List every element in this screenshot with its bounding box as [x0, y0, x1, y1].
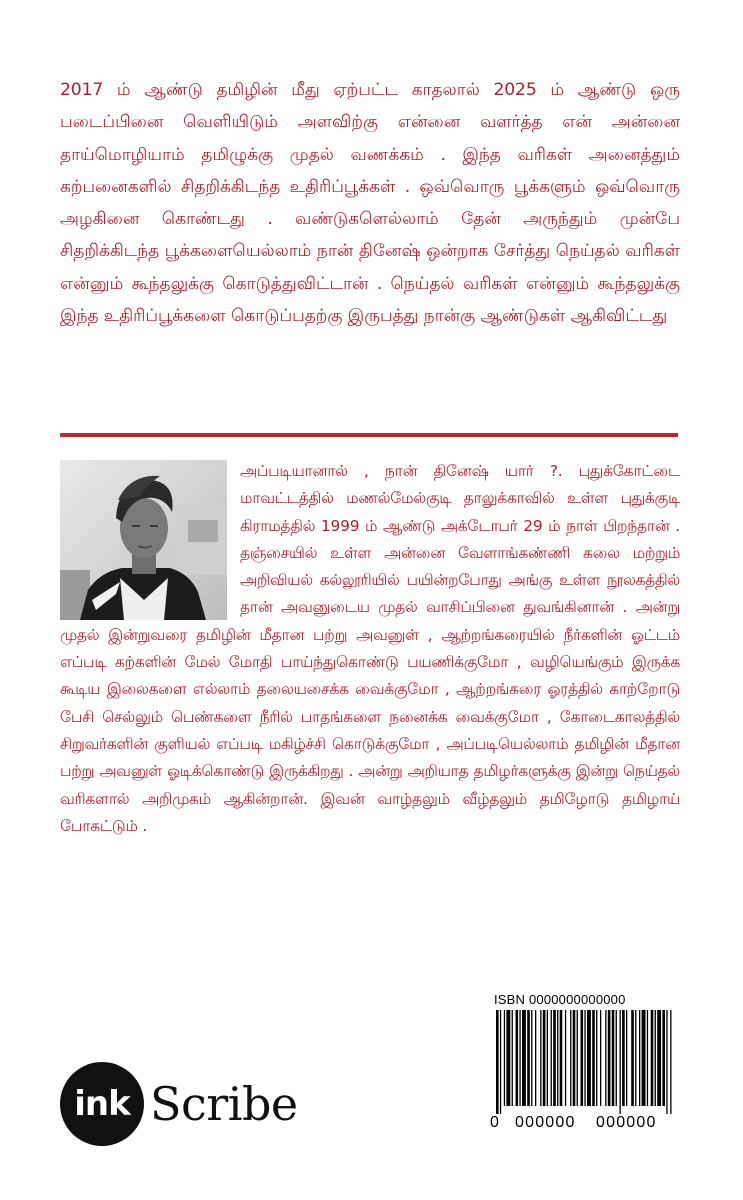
barcode-bar	[504, 1010, 505, 1106]
barcode-bar	[557, 1010, 558, 1106]
barcode-bar	[516, 1010, 519, 1106]
barcode-bar	[551, 1010, 552, 1106]
barcode-bar	[512, 1010, 513, 1106]
intro-paragraph: 2017 ம் ஆண்டு தமிழின் மீது ஏற்பட்ட காதலால் 2025 ம் ஆண்டு ஒரு படைப்பினை வெளியிடும் அளவிற்கு என்னை வளர்த்த என் அன்னை தாய்மொழியாம் தமிழுக்கு முதல் வணக்கம் . இந்த வரிகள் அனைத்தும் கற்பனைகளில் சிதறிக்கிடந்த உதிரிப்பூக்கள் . ஒவ்வொரு பூக்களும் ஒவ்வொரு அழகினை கொண்டது . வண்டுகளெல்லாம் தேன் அருந்தும் முன்பே சிதறிக்கிடந்த பூக்களையெல்லாம் நான் தினேஷ் ஒன்றாக சேர்த்து நெய்தல் வரிகள் என்னும் கூந்தலுக்கு கொடுத்துவிட்டான் . நெய்தல் வரிகள் என்னும் கூந்தலுக்கு இந்த உதிரிப்பூக்களை கொடுப்பதற்கு இருபத்து நான்கு ஆண்டுகள் ஆகிவிட்டது	[60, 80, 680, 327]
barcode-bar	[584, 1010, 585, 1106]
logo-text: Scribe	[150, 1077, 298, 1131]
barcode-bar	[535, 1010, 536, 1106]
barcode-bar	[506, 1010, 510, 1106]
barcode-bar	[519, 1010, 520, 1106]
barcode-bar	[531, 1010, 532, 1106]
barcode-bar	[500, 1010, 501, 1114]
barcode-bar	[560, 1010, 563, 1106]
barcode-bar	[655, 1010, 656, 1106]
barcode-bar	[662, 1010, 665, 1106]
barcode-bar	[657, 1010, 661, 1106]
barcode-bar	[647, 1010, 648, 1106]
barcode-digits-left: 000000	[515, 1114, 576, 1131]
author-bio-text: அப்படியானால் , நான் தினேஷ் யார் ?. புதுக்கோட்டை மாவட்டத்தில் மணல்மேல்குடி தாலுக்காவில் உள்ள புதுக்குடி கிராமத்தில் 1999 ம் ஆண்டு அக்டோபர் 29 ம் நாள் பிறந்தான் . தஞ்சையில் உள்ள அன்னை வேளாங்கண்ணி கலை மற்றும் அறிவியல் கல்லூரியில் பயின்றபோது அங்கு உள்ள நூலகத்தில் தான் அவனுடைய முதல் வாசிப்பினை துவங்கினான் . அன்று முதல் இன்றுவரை தமிழின் மீதான பற்று அவனுள் , ஆற்றங்கரையில் நீர்களின் ஓட்டம் எப்படி கற்களின் மேல் மோதி பாய்ந்துகொண்டு பயணிக்குமோ , வழியெங்கும் இருக்க கூடிய இலைகளை எல்லாம் தலையசைக்க வைக்குமோ , ஆற்றங்கரை ஓரத்தில் காற்றோடு பேசி செல்லும் பெண்களை நீரில் பாதங்களை நனைக்க வைக்குமோ , கோடைகாலத்தில் சிறுவர்களின் குளியல் எப்படி மகிழ்ச்சி கொடுக்குமோ , அப்படியெல்லாம் தமிழின் மீதான பற்று அவனுள் ஓடிக்கொண்டு இருக்கிறது . அன்று அறியாத தமிழர்களுக்கு இன்று நெய்தல் வரிகளால் அறிமுகம் ஆகின்றான். இவன் வாழ்தலும் வீழ்தலும் தமிழோடு தமிழாய் போகட்டும் .	[60, 462, 680, 835]
barcode-bar	[608, 1010, 611, 1106]
barcode-bar	[642, 1010, 646, 1106]
barcode-digit-first: 0	[490, 1114, 499, 1131]
divider-rule	[60, 433, 678, 437]
barcode-bar	[570, 1010, 571, 1106]
barcode	[488, 990, 680, 1140]
barcode-bar	[573, 1010, 576, 1106]
barcode-bar	[496, 1010, 499, 1114]
barcode-bar	[527, 1010, 530, 1106]
barcode-bar	[596, 1010, 597, 1106]
barcode-bar	[666, 1010, 667, 1114]
barcode-bar	[620, 1010, 621, 1114]
barcode-bar	[631, 1010, 634, 1106]
barcode-bar	[651, 1010, 654, 1106]
barcode-bar	[616, 1010, 617, 1106]
publisher-logo	[60, 1062, 298, 1146]
barcode-bar	[577, 1010, 578, 1106]
barcode-bar	[622, 1010, 625, 1106]
barcode-bar	[581, 1010, 584, 1106]
barcode-bar	[605, 1010, 606, 1106]
barcode-bar	[635, 1010, 636, 1106]
barcode-bar	[522, 1010, 526, 1106]
barcode-bar	[626, 1010, 627, 1106]
barcode-bar	[592, 1010, 595, 1106]
barcode-bar	[600, 1010, 601, 1106]
barcode-bar	[639, 1010, 640, 1106]
barcode-digits-right: 000000	[596, 1114, 657, 1131]
barcode-bar	[670, 1010, 671, 1114]
logo-mark: ink	[60, 1062, 144, 1146]
barcode-bar	[565, 1010, 566, 1106]
barcode-bar	[553, 1010, 556, 1106]
barcode-bar	[547, 1010, 548, 1106]
barcode-bar	[612, 1010, 615, 1106]
author-bio	[60, 458, 680, 840]
barcode-bar	[540, 1010, 541, 1106]
barcode-bar	[587, 1010, 591, 1106]
photo-spacer	[60, 458, 240, 621]
isbn-label: ISBN 0000000000000	[494, 992, 626, 1007]
barcode-bar	[543, 1010, 546, 1106]
barcode-bars	[496, 1010, 672, 1114]
